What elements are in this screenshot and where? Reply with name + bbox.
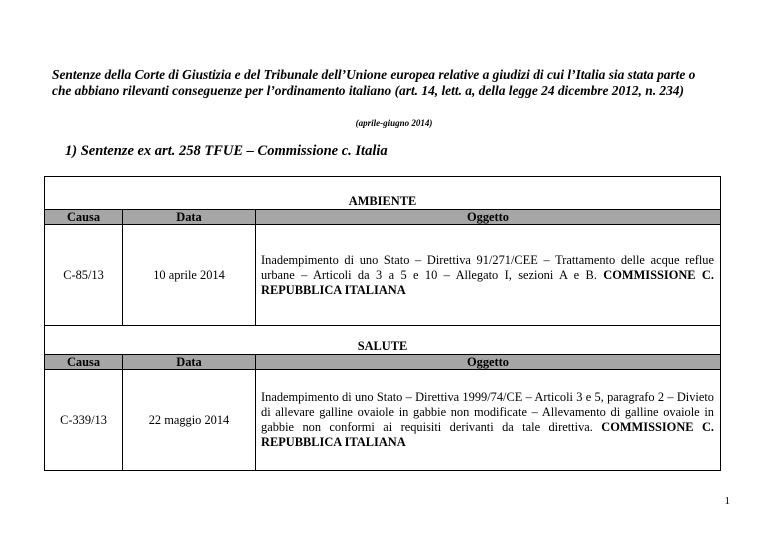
cell-causa: C-85/13: [45, 225, 123, 326]
period-label: (aprile-giugno 2014): [355, 118, 433, 128]
column-header-oggetto: Oggetto: [256, 210, 721, 225]
oggetto-parties: COMMISSIONE C. REPUBBLICA ITALIANA: [261, 420, 714, 449]
section-heading: 1) Sentenze ex art. 258 TFUE – Commissione c. Italia: [65, 143, 388, 159]
table-row: [45, 370, 721, 471]
column-header-oggetto: Oggetto: [256, 355, 721, 370]
category-label: SALUTE: [45, 326, 721, 355]
page-number: 1: [724, 495, 730, 507]
category-label: AMBIENTE: [45, 177, 721, 210]
table-row: [45, 225, 721, 326]
cell-data: 10 aprile 2014: [123, 225, 256, 326]
cell-causa: C-339/13: [45, 370, 123, 471]
cell-data: 22 maggio 2014: [123, 370, 256, 471]
document-title: Sentenze della Corte di Giustizia e del Tribunale dell’Unione europea relative a giudizi di cui l’Italia sia stata parte o che abbiano rilevanti conseguenze per l’ordinamento italiano (art. 14, lett. a, della legge 24 dicembre 2012, n. 234): [52, 67, 696, 98]
oggetto-text: Inadempimento di uno Stato – Direttiva 1999/74/CE – Articoli 3 e 5, paragrafo 2 – Divieto di allevare galline ovaiole in gabbie non modificate – Allevamento di galline ovaiole in gabbie non conformi ai requisiti derivanti da tale direttiva.: [261, 390, 714, 434]
column-header-data: Data: [123, 210, 256, 225]
column-header-causa: Causa: [45, 355, 123, 370]
cases-table: [44, 176, 721, 471]
cell-oggetto: [256, 225, 721, 326]
table-header-row: [45, 355, 721, 370]
column-header-data: Data: [123, 355, 256, 370]
table-header-row: [45, 210, 721, 225]
column-header-causa: Causa: [45, 210, 123, 225]
cell-oggetto: [256, 370, 721, 471]
category-row: [45, 177, 721, 210]
oggetto-parties: COMMISSIONE C. REPUBBLICA ITALIANA: [261, 267, 714, 297]
oggetto-text: Inadempimento di uno Stato – Direttiva 91/271/CEE – Trattamento delle acque reflue urbane – Articoli da 3 a 5 e 10 – Allegato I, sezioni A e B.: [261, 252, 714, 282]
category-row: [45, 326, 721, 355]
